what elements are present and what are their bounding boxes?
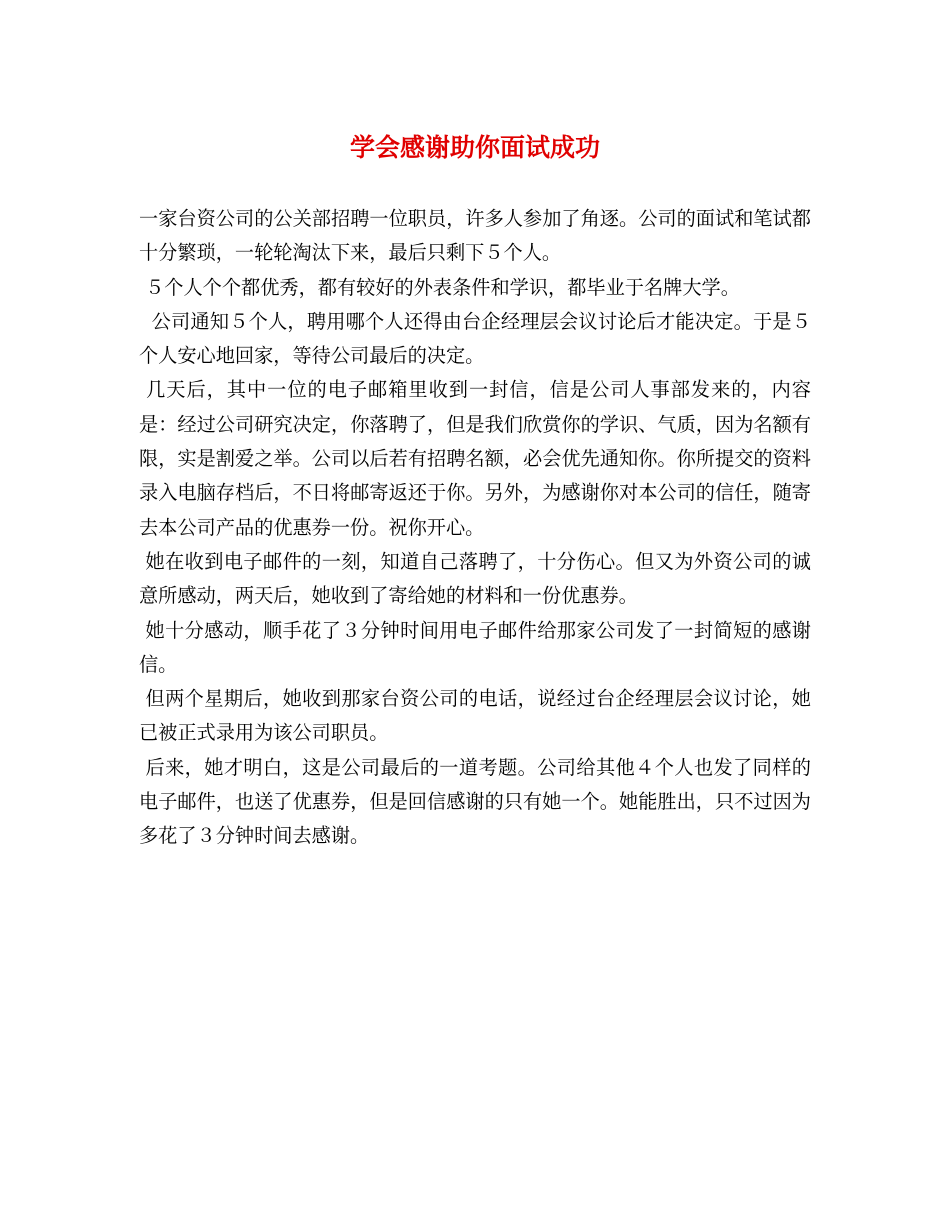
paragraph-3: 公司通知５个人，聘用哪个人还得由台企经理层会议讨论后才能决定。于是５个人安心地回家，等待公司最后的决定。 [139, 309, 811, 368]
document-body [139, 202, 811, 854]
paragraph-8: 后来，她才明白，这是公司最后的一道考题。公司给其他４个人也发了同样的电子邮件，也送了优惠券，但是回信感谢的只有她一个。她能胜出，只不过因为多花了３分钟时间去感谢。 [139, 755, 811, 848]
paragraph-4: 几天后，其中一位的电子邮箱里收到一封信，信是公司人事部发来的，内容是：经过公司研究决定，你落聘了，但是我们欣赏你的学识、气质，因为名额有限，实是割爱之举。公司以后若有招聘名额，必会优先通知你。你所提交的资料录入电脑存档后，不日将邮寄返还于你。另外，为感谢你对本公司的信任，随寄去本公司产品的优惠券一份。祝你开心。 [139, 378, 811, 539]
paragraph-2: ５个人个个都优秀，都有较好的外表条件和学识，都毕业于名牌大学。 [139, 275, 740, 299]
paragraph-7: 但两个星期后，她收到那家台资公司的电话，说经过台企经理层会议讨论，她已被正式录用为该公司职员。 [139, 687, 811, 745]
document-title: 学会感谢助你面试成功 [349, 133, 600, 162]
paragraph-5: 她在收到电子邮件的一刻，知道自己落聘了，十分伤心。但又为外资公司的诚意所感动，两天后，她收到了寄给她的材料和一份优惠券。 [139, 549, 811, 608]
paragraph-6: 她十分感动，顺手花了３分钟时间用电子邮件给那家公司发了一封简短的感谢信。 [139, 618, 811, 676]
paragraph-1: 一家台资公司的公关部招聘一位职员，许多人参加了角逐。公司的面试和笔试都十分繁琐，一轮轮淘汰下来，最后只剩下５个人。 [139, 207, 811, 265]
